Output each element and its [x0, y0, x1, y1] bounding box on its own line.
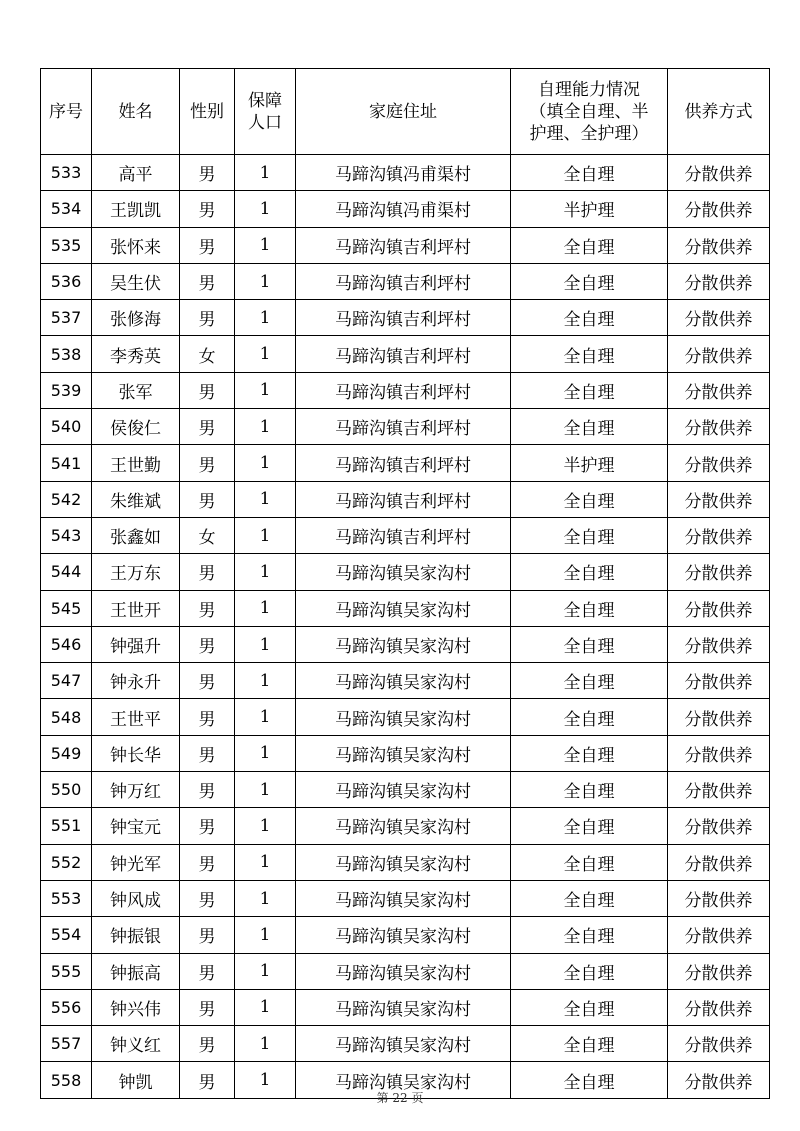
cell-support-method: 分散供养 [668, 699, 770, 735]
cell-gender: 男 [180, 409, 235, 445]
cell-self-care-ability: 全自理 [511, 409, 668, 445]
cell-self-care-ability: 全自理 [511, 989, 668, 1025]
cell-support-method: 分散供养 [668, 481, 770, 517]
cell-protected-count: 1 [235, 735, 296, 771]
cell-address: 马蹄沟镇吴家沟村 [296, 735, 511, 771]
table-row [41, 517, 770, 553]
cell-address: 马蹄沟镇冯甫渠村 [296, 155, 511, 191]
cell-name: 张军 [92, 372, 180, 408]
cell-self-care-ability: 全自理 [511, 336, 668, 372]
cell-gender: 男 [180, 554, 235, 590]
cell-support-method: 分散供养 [668, 989, 770, 1025]
cell-support-method: 分散供养 [668, 554, 770, 590]
table-row [41, 481, 770, 517]
cell-address: 马蹄沟镇吴家沟村 [296, 808, 511, 844]
cell-name: 钟宝元 [92, 808, 180, 844]
cell-self-care-ability: 全自理 [511, 517, 668, 553]
header-ability-line2: （填全自理、半 [529, 101, 649, 122]
cell-support-method: 分散供养 [668, 191, 770, 227]
cell-name: 钟长华 [92, 735, 180, 771]
table-row [41, 735, 770, 771]
cell-address: 马蹄沟镇吉利坪村 [296, 445, 511, 481]
header-gender: 性别 [180, 69, 235, 155]
cell-gender: 男 [180, 300, 235, 336]
cell-name: 王世平 [92, 699, 180, 735]
cell-gender: 男 [180, 953, 235, 989]
cell-support-method: 分散供养 [668, 772, 770, 808]
cell-address: 马蹄沟镇吴家沟村 [296, 699, 511, 735]
cell-serial-number: 543 [41, 517, 92, 553]
header-protected-count [235, 69, 296, 155]
cell-name: 张修海 [92, 300, 180, 336]
table-row [41, 663, 770, 699]
cell-gender: 男 [180, 917, 235, 953]
cell-gender: 男 [180, 772, 235, 808]
cell-address: 马蹄沟镇吉利坪村 [296, 300, 511, 336]
table-row [41, 409, 770, 445]
header-ability [511, 69, 668, 155]
cell-name: 李秀英 [92, 336, 180, 372]
cell-serial-number: 539 [41, 372, 92, 408]
cell-serial-number: 534 [41, 191, 92, 227]
cell-serial-number: 546 [41, 626, 92, 662]
cell-support-method: 分散供养 [668, 445, 770, 481]
cell-address: 马蹄沟镇吴家沟村 [296, 1062, 511, 1098]
table-row [41, 191, 770, 227]
cell-gender: 女 [180, 517, 235, 553]
cell-protected-count: 1 [235, 155, 296, 191]
header-row [41, 69, 770, 155]
cell-address: 马蹄沟镇冯甫渠村 [296, 191, 511, 227]
cell-name: 钟义红 [92, 1026, 180, 1062]
cell-support-method: 分散供养 [668, 1026, 770, 1062]
table-row [41, 844, 770, 880]
cell-support-method: 分散供养 [668, 735, 770, 771]
cell-name: 钟兴伟 [92, 989, 180, 1025]
cell-serial-number: 537 [41, 300, 92, 336]
table-row [41, 590, 770, 626]
cell-address: 马蹄沟镇吴家沟村 [296, 663, 511, 699]
cell-self-care-ability: 半护理 [511, 191, 668, 227]
header-ability-line3: 护理、全护理） [529, 123, 649, 144]
page-number: 第 22 页 [376, 1091, 424, 1105]
table-row [41, 772, 770, 808]
cell-serial-number: 536 [41, 263, 92, 299]
cell-gender: 女 [180, 336, 235, 372]
cell-protected-count: 1 [235, 880, 296, 916]
cell-serial-number: 548 [41, 699, 92, 735]
cell-name: 朱维斌 [92, 481, 180, 517]
cell-gender: 男 [180, 191, 235, 227]
cell-protected-count: 1 [235, 772, 296, 808]
cell-protected-count: 1 [235, 699, 296, 735]
header-no: 序号 [41, 69, 92, 155]
table-row [41, 1026, 770, 1062]
cell-protected-count: 1 [235, 1062, 296, 1098]
cell-serial-number: 535 [41, 227, 92, 263]
cell-serial-number: 552 [41, 844, 92, 880]
cell-support-method: 分散供养 [668, 844, 770, 880]
table-row [41, 626, 770, 662]
cell-self-care-ability: 全自理 [511, 1026, 668, 1062]
cell-serial-number: 550 [41, 772, 92, 808]
header-support: 供养方式 [668, 69, 770, 155]
cell-support-method: 分散供养 [668, 372, 770, 408]
cell-gender: 男 [180, 1062, 235, 1098]
cell-serial-number: 540 [41, 409, 92, 445]
cell-self-care-ability: 全自理 [511, 481, 668, 517]
roster-table [40, 68, 770, 1099]
cell-gender: 男 [180, 481, 235, 517]
cell-protected-count: 1 [235, 953, 296, 989]
cell-self-care-ability: 全自理 [511, 300, 668, 336]
cell-self-care-ability: 全自理 [511, 263, 668, 299]
cell-gender: 男 [180, 590, 235, 626]
table-header [41, 69, 770, 155]
cell-self-care-ability: 全自理 [511, 917, 668, 953]
cell-serial-number: 544 [41, 554, 92, 590]
cell-name: 高平 [92, 155, 180, 191]
cell-gender: 男 [180, 1026, 235, 1062]
cell-protected-count: 1 [235, 300, 296, 336]
cell-self-care-ability: 全自理 [511, 554, 668, 590]
cell-support-method: 分散供养 [668, 953, 770, 989]
cell-self-care-ability: 全自理 [511, 772, 668, 808]
table-row [41, 989, 770, 1025]
cell-address: 马蹄沟镇吴家沟村 [296, 953, 511, 989]
cell-protected-count: 1 [235, 191, 296, 227]
cell-name: 钟万红 [92, 772, 180, 808]
cell-protected-count: 1 [235, 263, 296, 299]
cell-gender: 男 [180, 699, 235, 735]
cell-self-care-ability: 全自理 [511, 735, 668, 771]
cell-serial-number: 533 [41, 155, 92, 191]
cell-protected-count: 1 [235, 626, 296, 662]
table-row [41, 699, 770, 735]
cell-name: 王凯凯 [92, 191, 180, 227]
cell-self-care-ability: 全自理 [511, 880, 668, 916]
cell-protected-count: 1 [235, 409, 296, 445]
cell-self-care-ability: 全自理 [511, 227, 668, 263]
cell-gender: 男 [180, 844, 235, 880]
cell-address: 马蹄沟镇吴家沟村 [296, 1026, 511, 1062]
cell-gender: 男 [180, 372, 235, 408]
cell-protected-count: 1 [235, 336, 296, 372]
cell-support-method: 分散供养 [668, 155, 770, 191]
table-body [41, 155, 770, 1099]
cell-name: 钟凯 [92, 1062, 180, 1098]
cell-address: 马蹄沟镇吴家沟村 [296, 917, 511, 953]
table-row [41, 953, 770, 989]
cell-self-care-ability: 全自理 [511, 590, 668, 626]
cell-name: 张鑫如 [92, 517, 180, 553]
cell-self-care-ability: 全自理 [511, 1062, 668, 1098]
header-name: 姓名 [92, 69, 180, 155]
cell-address: 马蹄沟镇吉利坪村 [296, 517, 511, 553]
table-row [41, 917, 770, 953]
cell-self-care-ability: 全自理 [511, 626, 668, 662]
table-row [41, 445, 770, 481]
cell-protected-count: 1 [235, 372, 296, 408]
table-row [41, 372, 770, 408]
cell-address: 马蹄沟镇吉利坪村 [296, 227, 511, 263]
cell-serial-number: 542 [41, 481, 92, 517]
cell-gender: 男 [180, 155, 235, 191]
cell-serial-number: 545 [41, 590, 92, 626]
cell-support-method: 分散供养 [668, 227, 770, 263]
cell-support-method: 分散供养 [668, 409, 770, 445]
cell-gender: 男 [180, 880, 235, 916]
table-row [41, 880, 770, 916]
cell-name: 张怀来 [92, 227, 180, 263]
cell-support-method: 分散供养 [668, 336, 770, 372]
cell-support-method: 分散供养 [668, 263, 770, 299]
cell-address: 马蹄沟镇吴家沟村 [296, 880, 511, 916]
cell-self-care-ability: 全自理 [511, 372, 668, 408]
cell-serial-number: 556 [41, 989, 92, 1025]
cell-protected-count: 1 [235, 663, 296, 699]
cell-protected-count: 1 [235, 445, 296, 481]
cell-support-method: 分散供养 [668, 663, 770, 699]
cell-self-care-ability: 全自理 [511, 699, 668, 735]
cell-serial-number: 549 [41, 735, 92, 771]
cell-address: 马蹄沟镇吴家沟村 [296, 554, 511, 590]
cell-address: 马蹄沟镇吉利坪村 [296, 481, 511, 517]
cell-name: 王世勤 [92, 445, 180, 481]
cell-serial-number: 547 [41, 663, 92, 699]
cell-protected-count: 1 [235, 808, 296, 844]
table-row [41, 300, 770, 336]
cell-gender: 男 [180, 735, 235, 771]
cell-gender: 男 [180, 227, 235, 263]
cell-support-method: 分散供养 [668, 917, 770, 953]
table-row [41, 554, 770, 590]
header-protected-line1: 保障 [248, 90, 282, 111]
cell-name: 钟光军 [92, 844, 180, 880]
cell-support-method: 分散供养 [668, 808, 770, 844]
cell-address: 马蹄沟镇吴家沟村 [296, 626, 511, 662]
cell-name: 王万东 [92, 554, 180, 590]
cell-address: 马蹄沟镇吴家沟村 [296, 989, 511, 1025]
cell-address: 马蹄沟镇吉利坪村 [296, 263, 511, 299]
cell-serial-number: 541 [41, 445, 92, 481]
cell-name: 钟强升 [92, 626, 180, 662]
cell-self-care-ability: 半护理 [511, 445, 668, 481]
cell-address: 马蹄沟镇吴家沟村 [296, 772, 511, 808]
cell-serial-number: 554 [41, 917, 92, 953]
cell-serial-number: 538 [41, 336, 92, 372]
table-row [41, 263, 770, 299]
header-protected-line2: 人口 [248, 112, 282, 133]
cell-name: 吴生伏 [92, 263, 180, 299]
cell-gender: 男 [180, 989, 235, 1025]
cell-protected-count: 1 [235, 481, 296, 517]
cell-support-method: 分散供养 [668, 590, 770, 626]
cell-protected-count: 1 [235, 917, 296, 953]
cell-protected-count: 1 [235, 517, 296, 553]
cell-support-method: 分散供养 [668, 1062, 770, 1098]
cell-address: 马蹄沟镇吴家沟村 [296, 844, 511, 880]
cell-serial-number: 557 [41, 1026, 92, 1062]
cell-name: 王世开 [92, 590, 180, 626]
table-row [41, 155, 770, 191]
header-ability-line1: 自理能力情况 [538, 79, 640, 100]
cell-gender: 男 [180, 663, 235, 699]
cell-protected-count: 1 [235, 844, 296, 880]
cell-serial-number: 558 [41, 1062, 92, 1098]
cell-protected-count: 1 [235, 227, 296, 263]
cell-name: 钟振银 [92, 917, 180, 953]
cell-serial-number: 555 [41, 953, 92, 989]
cell-protected-count: 1 [235, 1026, 296, 1062]
cell-self-care-ability: 全自理 [511, 953, 668, 989]
cell-serial-number: 551 [41, 808, 92, 844]
cell-name: 钟风成 [92, 880, 180, 916]
table-row [41, 227, 770, 263]
cell-address: 马蹄沟镇吉利坪村 [296, 336, 511, 372]
cell-gender: 男 [180, 808, 235, 844]
cell-name: 钟振高 [92, 953, 180, 989]
cell-self-care-ability: 全自理 [511, 808, 668, 844]
cell-protected-count: 1 [235, 554, 296, 590]
cell-protected-count: 1 [235, 590, 296, 626]
cell-address: 马蹄沟镇吉利坪村 [296, 409, 511, 445]
cell-gender: 男 [180, 445, 235, 481]
cell-address: 马蹄沟镇吴家沟村 [296, 590, 511, 626]
header-address: 家庭住址 [296, 69, 511, 155]
table-row [41, 336, 770, 372]
cell-address: 马蹄沟镇吉利坪村 [296, 372, 511, 408]
cell-self-care-ability: 全自理 [511, 155, 668, 191]
cell-support-method: 分散供养 [668, 626, 770, 662]
cell-support-method: 分散供养 [668, 300, 770, 336]
cell-protected-count: 1 [235, 989, 296, 1025]
cell-gender: 男 [180, 263, 235, 299]
cell-serial-number: 553 [41, 880, 92, 916]
cell-name: 钟永升 [92, 663, 180, 699]
cell-name: 侯俊仁 [92, 409, 180, 445]
cell-gender: 男 [180, 626, 235, 662]
cell-self-care-ability: 全自理 [511, 844, 668, 880]
table-row [41, 808, 770, 844]
cell-self-care-ability: 全自理 [511, 663, 668, 699]
cell-support-method: 分散供养 [668, 880, 770, 916]
cell-support-method: 分散供养 [668, 517, 770, 553]
